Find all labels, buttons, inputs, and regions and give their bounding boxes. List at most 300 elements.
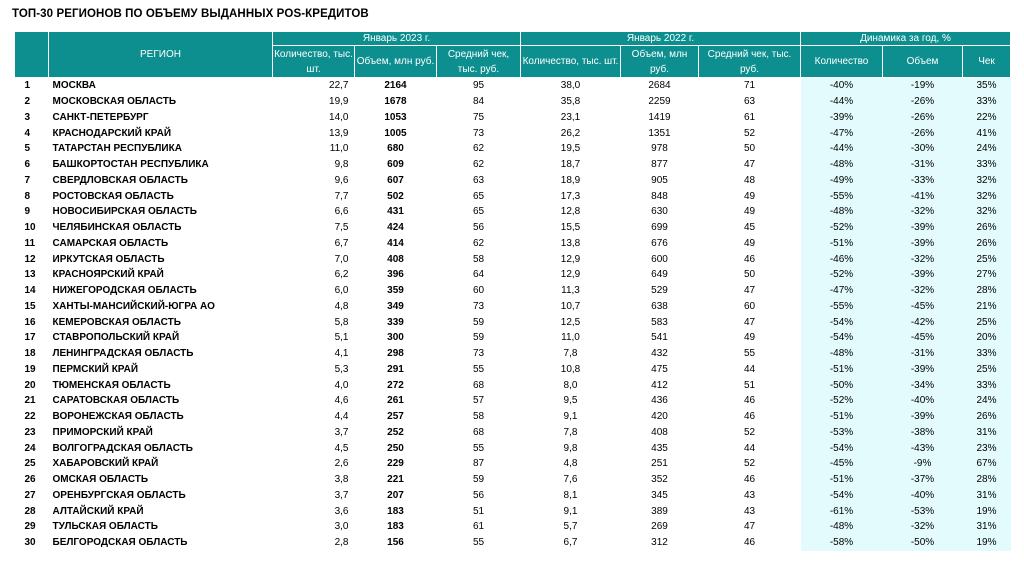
table-row [15,314,1011,330]
cell-dyn-avg: 27% [963,267,1011,283]
cell-qty-2022: 12,5 [560,316,581,328]
cell-dyn-qty: -55% [801,188,883,204]
row-index: 3 [24,111,31,123]
cell-qty-2022: 19,5 [560,143,581,155]
cell-vol-2022: 312 [651,537,668,549]
cell-dyn-avg: 32% [963,204,1011,220]
cell-dyn-avg: 28% [963,472,1011,488]
row-index: 15 [24,300,36,312]
cell-dyn-avg: 33% [963,377,1011,393]
cell-vol-2023: 414 [387,237,404,249]
cell-vol-2023: 183 [387,505,404,517]
cell-avg-2023: 51 [472,505,485,517]
cell-vol-2023: 431 [387,206,404,218]
cell-avg-2023: 57 [472,395,485,407]
cell-avg-2022: 46 [743,395,756,407]
regions-table [14,31,1011,551]
cell-dyn-avg: 31% [963,488,1011,504]
cell-vol-2023: 229 [387,458,404,470]
cell-dyn-avg: 23% [963,440,1011,456]
cell-vol-2022: 435 [651,442,668,454]
cell-qty-2022: 12,9 [560,269,581,281]
row-region: ВОРОНЕЖСКАЯ ОБЛАСТЬ [52,411,184,423]
cell-vol-2023: 502 [387,190,404,202]
cell-qty-2022: 7,8 [563,426,578,438]
cell-vol-2022: 345 [651,489,668,501]
cell-qty-2023: 7,0 [334,253,349,265]
cell-dyn-vol: -26% [883,94,963,110]
cell-vol-2023: 2164 [384,80,407,92]
table-row [15,425,1011,441]
cell-vol-2023: 609 [387,159,404,171]
cell-qty-2023: 9,8 [334,159,349,171]
cell-dyn-avg: 21% [963,299,1011,315]
row-region: КРАСНОЯРСКИЙ КРАЙ [52,269,164,281]
cell-qty-2023: 7,7 [334,190,349,202]
cell-avg-2023: 68 [472,426,485,438]
cell-avg-2022: 47 [743,285,756,297]
cell-dyn-qty: -48% [801,204,883,220]
cell-qty-2022: 9,5 [563,395,578,407]
cell-vol-2023: 183 [387,521,404,533]
cell-dyn-qty: -50% [801,377,883,393]
table-row [15,330,1011,346]
row-index: 7 [24,174,31,186]
row-index: 23 [24,426,36,438]
table-row [15,519,1011,535]
cell-avg-2023: 55 [472,363,485,375]
row-region: СВЕРДЛОВСКАЯ ОБЛАСТЬ [52,174,188,186]
cell-dyn-vol: -34% [883,377,963,393]
header-index [15,32,49,78]
cell-dyn-vol: -40% [883,488,963,504]
row-region: БАШКОРТОСТАН РЕСПУБЛИКА [52,159,209,171]
cell-qty-2023: 19,9 [329,96,349,108]
cell-vol-2023: 250 [387,442,404,454]
row-region: ОМСКАЯ ОБЛАСТЬ [52,474,149,486]
cell-avg-2023: 73 [472,127,485,139]
cell-dyn-qty: -53% [801,425,883,441]
cell-dyn-avg: 26% [963,236,1011,252]
row-index: 22 [24,411,36,423]
cell-qty-2023: 4,4 [334,411,349,423]
cell-dyn-vol: -31% [883,346,963,362]
cell-dyn-vol: -38% [883,425,963,441]
cell-vol-2022: 251 [651,458,668,470]
cell-qty-2023: 11,0 [329,143,349,155]
cell-dyn-avg: 26% [963,220,1011,236]
cell-qty-2022: 10,8 [560,363,581,375]
cell-avg-2023: 73 [472,348,485,360]
cell-dyn-qty: -58% [801,535,883,551]
cell-avg-2023: 73 [472,300,485,312]
table-row [15,125,1011,141]
row-region: ПЕРМСКИЙ КРАЙ [52,363,139,375]
row-region: ОРЕНБУРГСКАЯ ОБЛАСТЬ [52,489,186,501]
cell-vol-2022: 432 [651,348,668,360]
row-region: МОСКВА [52,80,96,92]
row-region: СТАВРОПОЛЬСКИЙ КРАЙ [52,332,180,344]
table-header [15,32,1011,78]
cell-dyn-vol: -37% [883,472,963,488]
table-row [15,409,1011,425]
cell-qty-2022: 8,0 [563,379,578,391]
cell-avg-2023: 62 [472,143,485,155]
cell-dyn-vol: -19% [883,78,963,94]
cell-dyn-vol: -26% [883,110,963,126]
table-row [15,377,1011,393]
cell-avg-2022: 46 [743,537,756,549]
row-index: 29 [24,521,36,533]
row-region: ХАБАРОВСКИЙ КРАЙ [52,458,159,470]
cell-avg-2022: 46 [743,253,756,265]
row-index: 18 [24,348,36,360]
cell-dyn-qty: -48% [801,346,883,362]
cell-vol-2022: 877 [651,159,668,171]
cell-dyn-avg: 32% [963,188,1011,204]
cell-avg-2022: 50 [743,143,756,155]
row-index: 24 [24,442,36,454]
cell-dyn-avg: 31% [963,425,1011,441]
table-row [15,251,1011,267]
table-row [15,78,1011,94]
cell-dyn-avg: 22% [963,110,1011,126]
row-region: ВОЛГОГРАДСКАЯ ОБЛАСТЬ [52,442,193,454]
cell-vol-2023: 424 [387,222,404,234]
cell-avg-2022: 49 [743,332,756,344]
cell-vol-2023: 339 [387,316,404,328]
table-row [15,110,1011,126]
row-index: 30 [24,537,36,549]
row-index: 2 [24,96,31,108]
cell-vol-2023: 396 [387,269,404,281]
cell-vol-2022: 630 [651,206,668,218]
cell-qty-2022: 10,7 [560,300,581,312]
cell-vol-2022: 2684 [648,80,671,92]
cell-vol-2023: 257 [387,411,404,423]
cell-avg-2022: 45 [743,222,756,234]
cell-qty-2023: 4,0 [334,379,349,391]
cell-dyn-qty: -54% [801,314,883,330]
header-dyn-qty: Количество [801,46,883,78]
cell-avg-2023: 64 [472,269,485,281]
row-index: 8 [24,190,31,202]
cell-qty-2022: 38,0 [560,80,581,92]
table-row [15,173,1011,189]
cell-avg-2023: 84 [472,96,485,108]
cell-dyn-qty: -55% [801,299,883,315]
cell-dyn-qty: -39% [801,110,883,126]
cell-dyn-avg: 24% [963,393,1011,409]
header-avg-2022: Средний чек, тыс. руб. [699,46,801,78]
cell-qty-2022: 18,7 [560,159,581,171]
row-region: АЛТАЙСКИЙ КРАЙ [52,505,144,517]
cell-qty-2022: 4,8 [563,458,578,470]
cell-avg-2022: 48 [743,174,756,186]
cell-avg-2023: 95 [472,80,485,92]
table-row [15,393,1011,409]
row-region: ТУЛЬСКАЯ ОБЛАСТЬ [52,521,158,533]
cell-vol-2023: 300 [387,332,404,344]
header-qty-2022: Количество, тыс. шт. [521,46,621,78]
row-index: 26 [24,474,36,486]
cell-vol-2023: 261 [387,395,404,407]
cell-qty-2022: 23,1 [560,111,581,123]
row-region: ЧЕЛЯБИНСКАЯ ОБЛАСТЬ [52,222,182,234]
cell-dyn-avg: 25% [963,314,1011,330]
cell-avg-2023: 61 [472,521,485,533]
row-index: 6 [24,159,31,171]
table-row [15,267,1011,283]
table-row [15,346,1011,362]
table-row [15,188,1011,204]
cell-avg-2022: 49 [743,190,756,202]
cell-vol-2022: 638 [651,300,668,312]
cell-avg-2022: 47 [743,521,756,533]
cell-qty-2022: 11,0 [561,332,580,344]
cell-dyn-vol: -31% [883,157,963,173]
cell-dyn-qty: -51% [801,236,883,252]
cell-vol-2022: 352 [651,474,668,486]
cell-avg-2022: 63 [743,96,756,108]
cell-dyn-avg: 33% [963,94,1011,110]
cell-avg-2023: 75 [472,111,485,123]
cell-dyn-qty: -51% [801,472,883,488]
cell-dyn-avg: 32% [963,173,1011,189]
row-region: ХАНТЫ-МАНСИЙСКИЙ-ЮГРА АО [52,300,215,312]
cell-qty-2023: 5,3 [334,363,349,375]
cell-avg-2023: 59 [472,474,485,486]
cell-qty-2022: 12,8 [560,206,581,218]
cell-qty-2023: 6,7 [334,237,349,249]
table-row [15,141,1011,157]
cell-avg-2023: 55 [472,442,485,454]
row-index: 1 [24,80,31,92]
cell-avg-2022: 46 [743,411,756,423]
cell-avg-2023: 59 [472,316,485,328]
cell-vol-2022: 649 [651,269,668,281]
row-index: 16 [24,316,36,328]
row-index: 20 [24,379,36,391]
cell-avg-2022: 49 [743,237,756,249]
cell-avg-2023: 63 [472,174,485,186]
cell-qty-2022: 5,7 [563,521,578,533]
cell-vol-2022: 978 [651,143,668,155]
header-qty-2023: Количество, тыс. шт. [273,46,355,78]
cell-dyn-vol: -32% [883,204,963,220]
row-index: 9 [24,206,31,218]
table-row [15,535,1011,551]
cell-qty-2023: 6,2 [334,269,349,281]
cell-qty-2023: 22,7 [329,80,349,92]
cell-vol-2023: 252 [387,426,404,438]
table-body [15,78,1011,551]
cell-qty-2022: 26,2 [560,127,581,139]
cell-qty-2023: 3,8 [334,474,349,486]
cell-qty-2023: 4,8 [334,300,349,312]
cell-qty-2023: 3,7 [334,489,349,501]
cell-qty-2022: 7,6 [563,474,578,486]
cell-dyn-qty: -45% [801,456,883,472]
cell-avg-2022: 52 [743,458,756,470]
cell-qty-2023: 5,8 [334,316,349,328]
cell-vol-2022: 848 [651,190,668,202]
cell-dyn-vol: -45% [883,330,963,346]
cell-avg-2022: 46 [743,474,756,486]
row-region: ПРИМОРСКИЙ КРАЙ [52,426,153,438]
table-row [15,204,1011,220]
cell-vol-2023: 207 [387,489,404,501]
cell-dyn-qty: -54% [801,440,883,456]
header-avg-2023: Средний чек, тыс. руб. [437,46,521,78]
cell-dyn-vol: -32% [883,251,963,267]
cell-vol-2022: 436 [651,395,668,407]
row-region: КЕМЕРОВСКАЯ ОБЛАСТЬ [52,316,181,328]
cell-dyn-avg: 31% [963,519,1011,535]
cell-dyn-vol: -30% [883,141,963,157]
cell-qty-2022: 11,3 [561,285,580,297]
cell-qty-2022: 7,8 [563,348,578,360]
cell-dyn-avg: 33% [963,157,1011,173]
cell-avg-2022: 60 [743,300,756,312]
cell-qty-2022: 12,9 [560,253,581,265]
cell-vol-2022: 269 [651,521,668,533]
row-index: 25 [24,458,36,470]
cell-qty-2022: 35,8 [560,96,581,108]
row-index: 13 [24,269,36,281]
cell-qty-2022: 15,5 [560,222,581,234]
cell-qty-2023: 4,1 [334,348,349,360]
table-title: ТОП-30 РЕГИОНОВ ПО ОБЪЕМУ ВЫДАННЫХ POS-КРЕДИТОВ [12,8,369,20]
cell-vol-2023: 349 [387,300,404,312]
row-region: БЕЛГОРОДСКАЯ ОБЛАСТЬ [52,537,188,549]
cell-avg-2022: 43 [743,505,756,517]
cell-avg-2023: 56 [472,489,485,501]
cell-dyn-avg: 25% [963,362,1011,378]
row-index: 5 [24,143,31,155]
cell-avg-2022: 55 [743,348,756,360]
cell-dyn-qty: -52% [801,393,883,409]
cell-vol-2022: 583 [651,316,668,328]
cell-qty-2022: 18,9 [560,174,581,186]
table-row [15,440,1011,456]
cell-qty-2022: 9,8 [563,442,578,454]
cell-dyn-vol: -50% [883,535,963,551]
cell-vol-2022: 529 [651,285,668,297]
header-vol-2022: Объем, млн руб. [621,46,699,78]
cell-qty-2023: 3,0 [334,521,349,533]
header-dyn-vol: Объем [883,46,963,78]
cell-qty-2022: 13,8 [560,237,581,249]
cell-dyn-qty: -61% [801,503,883,519]
cell-qty-2022: 8,1 [563,489,578,501]
header-group-2022: Январь 2022 г. [521,32,801,46]
cell-dyn-avg: 24% [963,141,1011,157]
header-region: РЕГИОН [49,32,273,78]
cell-dyn-vol: -39% [883,362,963,378]
table-row [15,157,1011,173]
cell-dyn-vol: -39% [883,236,963,252]
cell-dyn-avg: 35% [963,78,1011,94]
cell-qty-2023: 4,5 [334,442,349,454]
cell-vol-2023: 359 [387,285,404,297]
table-row [15,362,1011,378]
row-index: 11 [24,237,36,249]
cell-avg-2023: 87 [472,458,485,470]
cell-dyn-qty: -40% [801,78,883,94]
cell-vol-2023: 156 [387,537,404,549]
cell-avg-2022: 50 [743,269,756,281]
row-region: КРАСНОДАРСКИЙ КРАЙ [52,127,172,139]
cell-dyn-vol: -45% [883,299,963,315]
cell-qty-2023: 7,5 [334,222,349,234]
cell-dyn-qty: -47% [801,283,883,299]
cell-vol-2022: 475 [651,363,668,375]
cell-dyn-avg: 25% [963,251,1011,267]
cell-vol-2022: 2259 [648,96,671,108]
row-region: РОСТОВСКАЯ ОБЛАСТЬ [52,190,174,202]
cell-dyn-avg: 33% [963,346,1011,362]
row-region: ТАТАРСТАН РЕСПУБЛИКА [52,143,182,155]
cell-avg-2023: 65 [472,190,485,202]
row-region: НИЖЕГОРОДСКАЯ ОБЛАСТЬ [52,285,197,297]
cell-qty-2023: 3,6 [334,505,349,517]
cell-qty-2023: 4,6 [334,395,349,407]
cell-qty-2023: 13,9 [329,127,349,139]
cell-vol-2022: 905 [651,174,668,186]
table-row [15,94,1011,110]
cell-qty-2023: 2,6 [334,458,349,470]
cell-vol-2022: 676 [651,237,668,249]
cell-qty-2023: 9,6 [334,174,349,186]
cell-qty-2023: 2,8 [334,537,349,549]
table-row [15,503,1011,519]
cell-qty-2022: 17,3 [560,190,581,202]
cell-dyn-qty: -52% [801,267,883,283]
row-index: 28 [24,505,36,517]
row-region: НОВОСИБИРСКАЯ ОБЛАСТЬ [52,206,197,218]
cell-dyn-avg: 41% [963,125,1011,141]
table-row [15,472,1011,488]
cell-qty-2022: 9,1 [563,411,578,423]
cell-avg-2023: 62 [472,159,485,171]
cell-dyn-qty: -51% [801,362,883,378]
row-index: 21 [24,395,36,407]
cell-avg-2022: 61 [743,111,756,123]
cell-dyn-qty: -47% [801,125,883,141]
cell-avg-2023: 60 [472,285,485,297]
cell-dyn-qty: -44% [801,94,883,110]
cell-dyn-avg: 28% [963,283,1011,299]
cell-qty-2023: 6,6 [334,206,349,218]
header-group-dynamics: Динамика за год, % [801,32,1011,46]
cell-qty-2022: 9,1 [563,505,578,517]
cell-vol-2023: 1005 [384,127,407,139]
cell-avg-2022: 52 [743,426,756,438]
cell-dyn-avg: 19% [963,535,1011,551]
cell-dyn-qty: -46% [801,251,883,267]
cell-dyn-vol: -53% [883,503,963,519]
cell-avg-2023: 68 [472,379,485,391]
cell-avg-2022: 44 [743,363,756,375]
cell-avg-2023: 58 [472,411,485,423]
cell-dyn-qty: -48% [801,157,883,173]
cell-avg-2022: 44 [743,442,756,454]
cell-vol-2023: 298 [387,348,404,360]
cell-avg-2023: 55 [472,537,485,549]
cell-dyn-vol: -32% [883,519,963,535]
cell-vol-2022: 420 [651,411,668,423]
